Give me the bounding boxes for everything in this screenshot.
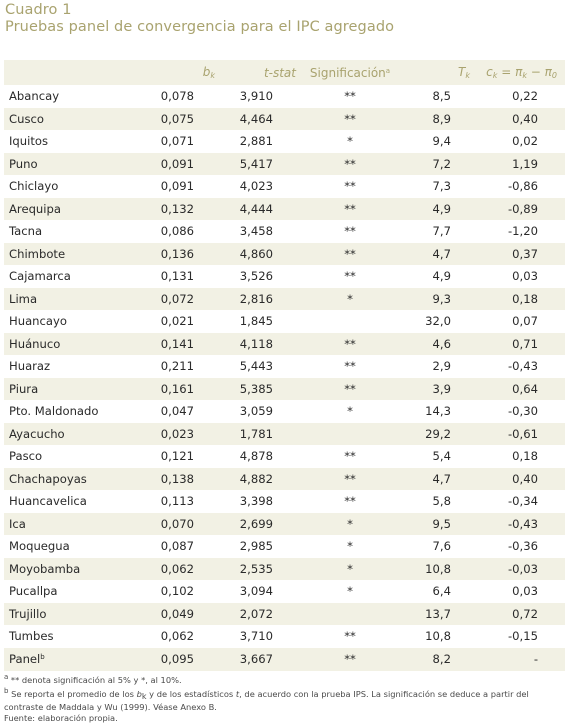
- tstat-value: 2,699: [239, 516, 273, 531]
- tk-value: 14,3: [425, 404, 451, 419]
- table-row: [4, 490, 565, 513]
- bk-value: 0,071: [160, 134, 194, 149]
- tk-value: 7,2: [432, 156, 451, 171]
- bk-value: 0,023: [160, 426, 194, 441]
- region-name: Arequipa: [9, 201, 61, 216]
- tk-value: 32,0: [425, 314, 451, 329]
- bk-value: 0,086: [160, 224, 194, 239]
- tk-value: 29,2: [425, 426, 451, 441]
- ck-value: 0,72: [512, 606, 538, 621]
- bk-value: 0,102: [160, 584, 194, 599]
- table-row: [4, 333, 565, 356]
- tstat-value: 1,781: [239, 426, 273, 441]
- ck-value: 0,07: [512, 314, 538, 329]
- bk-value: 0,211: [160, 359, 194, 374]
- significance-value: **: [344, 471, 356, 486]
- ck-value: -0,89: [508, 201, 538, 216]
- ck-value: -0,03: [508, 561, 538, 576]
- ck-value: 0,64: [512, 381, 538, 396]
- ck-value: 0,18: [512, 291, 538, 306]
- tk-value: 10,8: [425, 629, 451, 644]
- significance-value: **: [344, 629, 356, 644]
- header-tk: $T_k$: [458, 65, 470, 80]
- table-row: [4, 310, 565, 333]
- significance-value: *: [347, 561, 353, 576]
- tstat-value: 3,710: [239, 629, 273, 644]
- caption-title: Pruebas panel de convergencia para el IPC agregado: [5, 19, 395, 35]
- tstat-value: 2,881: [239, 134, 273, 149]
- table-row: [4, 288, 565, 311]
- tk-value: 8,9: [432, 111, 451, 126]
- bk-value: 0,047: [160, 404, 194, 419]
- header-significance: Significación$^a$: [309, 65, 391, 80]
- region-name: Moyobamba: [9, 561, 81, 576]
- tk-value: 4,6: [432, 336, 451, 351]
- tk-value: 4,9: [432, 201, 451, 216]
- header-region: [4, 60, 137, 85]
- table-row: [4, 603, 565, 626]
- significance-value: *: [347, 404, 353, 419]
- tstat-value: 2,535: [239, 561, 273, 576]
- tstat-value: 4,464: [239, 111, 273, 126]
- ck-value: -0,30: [508, 404, 538, 419]
- convergence-table: [4, 60, 565, 671]
- significance-value: *: [347, 291, 353, 306]
- region-name: Huánuco: [9, 336, 61, 351]
- significance-value: [302, 423, 398, 446]
- note-a: $^a$ ** denota significación al 5% y *, al 10%.: [4, 673, 182, 685]
- tstat-value: 4,023: [239, 179, 273, 194]
- ck-value: 1,19: [512, 156, 538, 171]
- table-header-row: [4, 60, 565, 85]
- region-name: Trujillo: [9, 606, 47, 621]
- region-name: Moquegua: [9, 539, 70, 554]
- table-row: [4, 400, 565, 423]
- bk-value: 0,091: [160, 156, 194, 171]
- region-name: Huancavelica: [9, 494, 87, 509]
- significance-value: **: [344, 89, 356, 104]
- significance-value: **: [344, 652, 356, 666]
- region-name: Piura: [9, 381, 39, 396]
- table-row: [4, 513, 565, 536]
- ck-value: -0,43: [508, 516, 538, 531]
- bk-value: 0,095: [160, 652, 194, 666]
- region-name: Pasco: [9, 449, 43, 464]
- significance-value: **: [344, 336, 356, 351]
- tk-value: 4,9: [432, 269, 451, 284]
- table-row: [4, 130, 565, 153]
- table-row: [4, 378, 565, 401]
- region-name: Iquitos: [9, 134, 49, 149]
- table-row: [4, 198, 565, 221]
- table-row: [4, 175, 565, 198]
- tk-value: 9,4: [432, 134, 451, 149]
- tstat-value: 3,398: [239, 494, 273, 509]
- tstat-value: 2,816: [239, 291, 273, 306]
- significance-value: **: [344, 381, 356, 396]
- region-name: Chiclayo: [9, 179, 59, 194]
- region-name: Puno: [9, 156, 38, 171]
- bk-value: 0,141: [160, 336, 194, 351]
- table-row: [4, 445, 565, 468]
- table-row: [4, 535, 565, 558]
- table-row: [4, 355, 565, 378]
- bk-value: 0,136: [160, 246, 194, 261]
- significance-value: **: [344, 269, 356, 284]
- tstat-value: 1,845: [239, 314, 273, 329]
- note-source: Fuente: elaboración propia.: [4, 713, 118, 723]
- significance-value: [302, 310, 398, 333]
- header-tstat: t-stat: [263, 65, 296, 80]
- significance-value: **: [344, 179, 356, 194]
- ck-value: 0,03: [512, 269, 538, 284]
- bk-value: 0,132: [160, 201, 194, 216]
- bk-value: 0,072: [160, 291, 194, 306]
- tk-value: 8,5: [432, 89, 451, 104]
- ck-value: 0,18: [512, 449, 538, 464]
- region-name: Lima: [9, 291, 38, 306]
- tstat-value: 3,059: [239, 404, 273, 419]
- header-bk: $b_k$: [202, 65, 215, 80]
- significance-value: **: [344, 156, 356, 171]
- region-name: Huaraz: [9, 359, 51, 374]
- region-name: Chachapoyas: [9, 471, 87, 486]
- tk-value: 6,4: [432, 584, 451, 599]
- region-name: Ayacucho: [9, 426, 65, 441]
- bk-value: 0,161: [160, 381, 194, 396]
- bk-value: 0,091: [160, 179, 194, 194]
- significance-value: *: [347, 516, 353, 531]
- tk-value: 5,4: [432, 449, 451, 464]
- bk-value: 0,138: [160, 471, 194, 486]
- tstat-value: 2,985: [239, 539, 273, 554]
- bk-value: 0,078: [160, 89, 194, 104]
- bk-value: 0,070: [160, 516, 194, 531]
- tk-value: 5,8: [432, 494, 451, 509]
- bk-value: 0,021: [160, 314, 194, 329]
- ck-value: -0,36: [508, 539, 538, 554]
- ck-value: 0,71: [512, 336, 538, 351]
- note-b: $^b$ Se reporta el promedio de los $b_k$ y de los estadísticos t, de acuerdo con la prueba IPS. La significación se deduce a partir del contraste de Maddala y Wu (1999). Véase Anexo B.: [4, 687, 529, 712]
- table-row: [4, 153, 565, 176]
- region-name: Pucallpa: [9, 584, 58, 599]
- tstat-value: 4,118: [239, 336, 273, 351]
- tk-value: 2,9: [432, 359, 451, 374]
- table-row: [4, 580, 565, 603]
- table-notes: [4, 672, 565, 724]
- significance-value: **: [344, 359, 356, 374]
- ck-value: 0,40: [512, 111, 538, 126]
- significance-value: *: [347, 584, 353, 599]
- tk-value: 8,2: [432, 652, 451, 666]
- table-row: [4, 468, 565, 491]
- ck-value: 0,37: [512, 246, 538, 261]
- header-ck: $c_k = \pi_k - \pi_0$: [486, 65, 557, 80]
- tstat-value: 3,526: [239, 269, 273, 284]
- tstat-value: 2,072: [239, 606, 273, 621]
- region-name: Tumbes: [9, 629, 54, 644]
- region-name: Pto. Maldonado: [9, 404, 99, 419]
- bk-value: 0,087: [160, 539, 194, 554]
- bk-value: 0,131: [160, 269, 194, 284]
- region-name: Tacna: [9, 224, 43, 239]
- significance-value: **: [344, 201, 356, 216]
- tk-value: 13,7: [425, 606, 451, 621]
- table-row: [4, 108, 565, 131]
- ck-value: 0,02: [512, 134, 538, 149]
- significance-value: **: [344, 449, 356, 464]
- tstat-value: 5,443: [239, 359, 273, 374]
- ck-value: -1,20: [508, 224, 538, 239]
- bk-value: 0,121: [160, 449, 194, 464]
- tstat-value: 4,882: [239, 471, 273, 486]
- tstat-value: 4,444: [239, 201, 273, 216]
- table-body: [4, 85, 565, 671]
- significance-value: **: [344, 111, 356, 126]
- significance-value: **: [344, 494, 356, 509]
- table-row: [4, 220, 565, 243]
- significance-value: [302, 603, 398, 626]
- region-name: Chimbote: [9, 246, 66, 261]
- panel-row: [4, 648, 565, 671]
- ck-value: -0,15: [508, 629, 538, 644]
- ck-value: -0,61: [508, 426, 538, 441]
- tstat-value: 3,910: [239, 89, 273, 104]
- ck-value: -0,34: [508, 494, 538, 509]
- tstat-value: 4,860: [239, 246, 273, 261]
- bk-value: 0,049: [160, 606, 194, 621]
- bk-value: 0,062: [160, 629, 194, 644]
- tstat-value: 3,458: [239, 224, 273, 239]
- tstat-value: 3,667: [239, 652, 273, 666]
- tk-value: 9,5: [432, 516, 451, 531]
- tk-value: 7,3: [432, 179, 451, 194]
- ck-value: 0,40: [512, 471, 538, 486]
- tstat-value: 3,094: [239, 584, 273, 599]
- ck-value: -0,86: [508, 179, 538, 194]
- ck-value: -0,43: [508, 359, 538, 374]
- significance-value: *: [347, 539, 353, 554]
- significance-value: **: [344, 246, 356, 261]
- region-name: Cajamarca: [9, 269, 71, 284]
- significance-value: *: [347, 134, 353, 149]
- tstat-value: 5,385: [239, 381, 273, 396]
- tk-value: 7,7: [432, 224, 451, 239]
- table-row: [4, 423, 565, 446]
- table-row: [4, 85, 565, 108]
- table-caption: [5, 2, 394, 36]
- tk-value: 4,7: [432, 246, 451, 261]
- region-name: Huancayo: [9, 314, 67, 329]
- ck-value: 0,22: [512, 89, 538, 104]
- region-name: Panel$^b$: [9, 652, 45, 666]
- tk-value: 3,9: [432, 381, 451, 396]
- tstat-value: 5,417: [239, 156, 273, 171]
- significance-value: **: [344, 224, 356, 239]
- tk-value: 7,6: [432, 539, 451, 554]
- bk-value: 0,113: [160, 494, 194, 509]
- region-name: Ica: [9, 516, 26, 531]
- region-name: Abancay: [9, 89, 60, 104]
- bk-value: 0,075: [160, 111, 194, 126]
- tstat-value: 4,878: [239, 449, 273, 464]
- tk-value: 9,3: [432, 291, 451, 306]
- table-row: [4, 625, 565, 648]
- ck-value: -: [533, 652, 538, 666]
- tk-value: 10,8: [425, 561, 451, 576]
- tk-value: 4,7: [432, 471, 451, 486]
- caption-number: Cuadro 1: [5, 2, 72, 18]
- table-row: [4, 558, 565, 581]
- table-row: [4, 265, 565, 288]
- table-row: [4, 243, 565, 266]
- bk-value: 0,062: [160, 561, 194, 576]
- ck-value: 0,03: [512, 584, 538, 599]
- region-name: Cusco: [9, 111, 44, 126]
